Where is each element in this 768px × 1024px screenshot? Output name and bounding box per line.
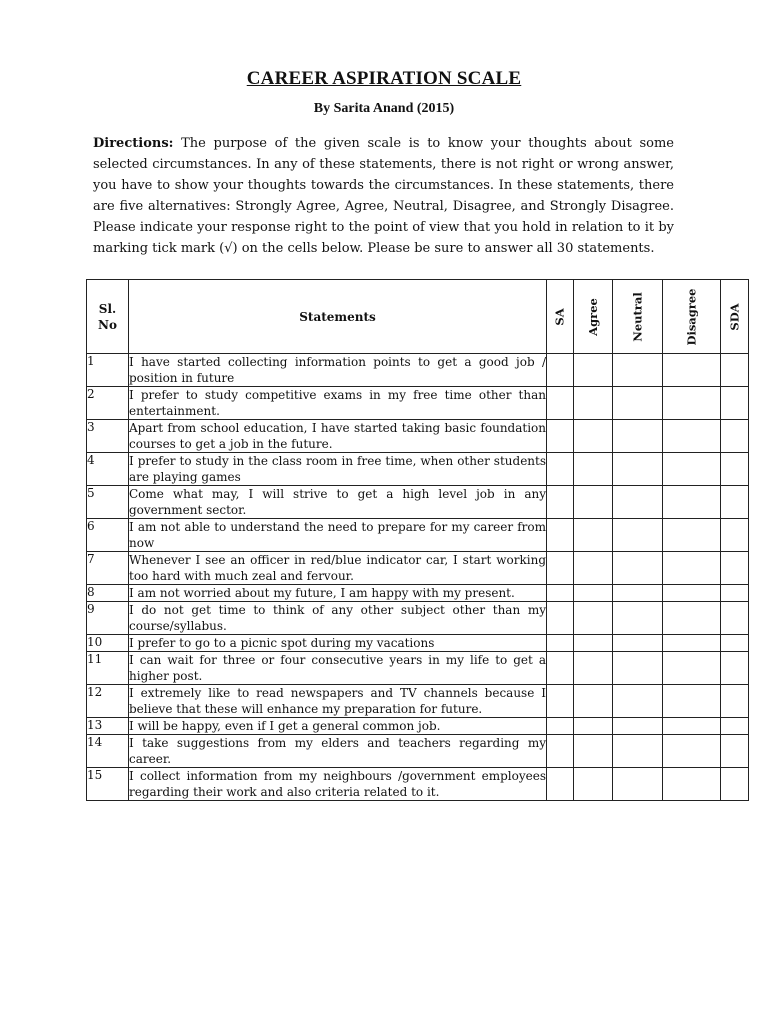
response-cell-agree[interactable]: [574, 718, 613, 735]
response-cell-agree[interactable]: [574, 735, 613, 768]
response-cell-sa[interactable]: [547, 735, 574, 768]
row-number: 12: [87, 685, 129, 718]
response-cell-disagree[interactable]: [663, 735, 721, 768]
table-row: [87, 718, 749, 735]
row-number: 2: [87, 387, 129, 420]
table-row: [87, 486, 749, 519]
response-cell-disagree[interactable]: [663, 585, 721, 602]
response-cell-agree[interactable]: [574, 519, 613, 552]
statement-text: I extremely like to read newspapers and TV channels because I believe that these will enhance my preparation for future.: [129, 686, 546, 716]
option-header-label: Neutral: [630, 291, 645, 342]
response-cell-sa[interactable]: [547, 519, 574, 552]
response-cell-agree[interactable]: [574, 602, 613, 635]
option-header-label: SA: [552, 307, 567, 326]
option-header-agree: [574, 280, 613, 354]
option-header-label: Disagree: [684, 287, 699, 346]
table-row: [87, 585, 749, 602]
response-cell-disagree[interactable]: [663, 420, 721, 453]
row-number: 1: [87, 354, 129, 387]
directions-label: Directions:: [93, 136, 174, 151]
response-cell-disagree[interactable]: [663, 453, 721, 486]
response-cell-agree[interactable]: [574, 652, 613, 685]
statements-header: Statements: [129, 280, 547, 354]
statement-text: I collect information from my neighbours /government employees regarding their work and also criteria related to it.: [129, 769, 546, 799]
response-cell-sda[interactable]: [721, 685, 749, 718]
response-cell-sa[interactable]: [547, 685, 574, 718]
response-cell-disagree[interactable]: [663, 354, 721, 387]
statement-text: I am not able to understand the need to prepare for my career from now: [129, 520, 546, 550]
response-cell-sda[interactable]: [721, 735, 749, 768]
response-cell-neutral[interactable]: [612, 420, 662, 453]
response-cell-sa[interactable]: [547, 635, 574, 652]
response-cell-agree[interactable]: [574, 685, 613, 718]
response-cell-neutral[interactable]: [612, 519, 662, 552]
statement-text: I have started collecting information points to get a good job / position in future: [129, 355, 546, 385]
response-cell-neutral[interactable]: [612, 585, 662, 602]
response-cell-disagree[interactable]: [663, 602, 721, 635]
response-cell-sda[interactable]: [721, 486, 749, 519]
table-row: [87, 552, 749, 585]
row-number: 14: [87, 735, 129, 768]
response-table: [86, 279, 749, 801]
response-cell-agree[interactable]: [574, 635, 613, 652]
response-cell-disagree[interactable]: [663, 685, 721, 718]
row-number: 9: [87, 602, 129, 635]
statement-text: Apart from school education, I have started taking basic foundation courses to get a job in the future.: [129, 421, 546, 451]
response-cell-sda[interactable]: [721, 768, 749, 801]
response-cell-agree[interactable]: [574, 453, 613, 486]
response-cell-neutral[interactable]: [612, 718, 662, 735]
response-cell-sda[interactable]: [721, 420, 749, 453]
response-cell-sa[interactable]: [547, 354, 574, 387]
row-number: 7: [87, 552, 129, 585]
response-cell-sda[interactable]: [721, 602, 749, 635]
response-cell-sda[interactable]: [721, 635, 749, 652]
statement-text: I am not worried about my future, I am happy with my present.: [129, 585, 547, 602]
response-cell-agree[interactable]: [574, 486, 613, 519]
table-header-row: [87, 280, 749, 354]
row-number: 8: [87, 585, 129, 602]
response-cell-disagree[interactable]: [663, 768, 721, 801]
response-cell-neutral[interactable]: [612, 652, 662, 685]
response-cell-sda[interactable]: [721, 718, 749, 735]
row-number: 13: [87, 718, 129, 735]
response-cell-sa[interactable]: [547, 552, 574, 585]
response-cell-sda[interactable]: [721, 585, 749, 602]
response-cell-sa[interactable]: [547, 718, 574, 735]
response-cell-agree[interactable]: [574, 354, 613, 387]
response-cell-sda[interactable]: [721, 387, 749, 420]
row-number: 6: [87, 519, 129, 552]
table-row: [87, 519, 749, 552]
response-cell-sa[interactable]: [547, 453, 574, 486]
statement-text: Come what may, I will strive to get a high level job in any government sector.: [129, 487, 546, 517]
table-row: [87, 635, 749, 652]
response-cell-sa[interactable]: [547, 602, 574, 635]
response-cell-sda[interactable]: [721, 652, 749, 685]
response-cell-sda[interactable]: [721, 552, 749, 585]
response-cell-disagree[interactable]: [663, 635, 721, 652]
row-number: 4: [87, 453, 129, 486]
response-cell-sa[interactable]: [547, 420, 574, 453]
table-row: [87, 453, 749, 486]
response-cell-neutral[interactable]: [612, 453, 662, 486]
response-cell-disagree[interactable]: [663, 652, 721, 685]
option-header-disagree: [663, 280, 721, 354]
option-header-sa: [547, 280, 574, 354]
response-cell-neutral[interactable]: [612, 735, 662, 768]
table-body: [87, 354, 749, 801]
sl-header-line2: No: [98, 317, 117, 332]
table-row: [87, 387, 749, 420]
directions-text: The purpose of the given scale is to know your thoughts about some selected circumstances. In any of these statements, there is not right or wrong answer, you have to show your thoughts towards the circumstances. In these statements, there are five alternatives: Strongly Agree, Agree, Neutral, Disagree, and Strongly Disagree. Please indicate your response right to the point of view that you hold in relation to it by marking tick mark (√) on the cells below. Please be sure to answer all 30 statements.: [93, 136, 674, 256]
table-row: [87, 685, 749, 718]
response-cell-sda[interactable]: [721, 519, 749, 552]
response-cell-disagree[interactable]: [663, 387, 721, 420]
author-line: By Sarita Anand (2015): [313, 101, 455, 116]
response-cell-sda[interactable]: [721, 453, 749, 486]
row-number: 3: [87, 420, 129, 453]
table-row: [87, 652, 749, 685]
table-row: [87, 768, 749, 801]
response-cell-neutral[interactable]: [612, 602, 662, 635]
statement-text: I do not get time to think of any other subject other than my course/syllabus.: [129, 603, 546, 633]
option-header-label: Agree: [585, 297, 600, 336]
response-cell-agree[interactable]: [574, 768, 613, 801]
option-header-label: SDA: [727, 302, 742, 331]
row-number: 11: [87, 652, 129, 685]
response-cell-neutral[interactable]: [612, 486, 662, 519]
response-cell-agree[interactable]: [574, 387, 613, 420]
response-cell-sa[interactable]: [547, 486, 574, 519]
row-number: 10: [87, 635, 129, 652]
sl-no-header: [87, 280, 129, 354]
statement-text: I prefer to go to a picnic spot during my vacations: [129, 635, 547, 652]
statement-text: I can wait for three or four consecutive years in my life to get a higher post.: [129, 653, 546, 683]
response-cell-neutral[interactable]: [612, 768, 662, 801]
table-row: [87, 602, 749, 635]
row-number: 5: [87, 486, 129, 519]
response-cell-neutral[interactable]: [612, 354, 662, 387]
response-cell-sa[interactable]: [547, 652, 574, 685]
directions-paragraph: [93, 133, 674, 259]
row-number: 15: [87, 768, 129, 801]
response-cell-agree[interactable]: [574, 420, 613, 453]
response-cell-sda[interactable]: [721, 354, 749, 387]
response-cell-disagree[interactable]: [663, 718, 721, 735]
response-cell-disagree[interactable]: [663, 519, 721, 552]
option-header-sda: [721, 280, 749, 354]
option-header-neutral: [612, 280, 662, 354]
statement-text: I prefer to study in the class room in free time, when other students are playing games: [129, 454, 546, 484]
response-cell-agree[interactable]: [574, 585, 613, 602]
statement-text: I prefer to study competitive exams in my free time other than entertainment.: [129, 388, 546, 418]
response-cell-agree[interactable]: [574, 552, 613, 585]
document-title: CAREER ASPIRATION SCALE: [246, 68, 522, 89]
response-cell-neutral[interactable]: [612, 387, 662, 420]
sl-header-line1: Sl.: [98, 301, 117, 316]
response-cell-disagree[interactable]: [663, 552, 721, 585]
statement-text: I will be happy, even if I get a general common job.: [129, 718, 547, 735]
response-cell-sa[interactable]: [547, 585, 574, 602]
table-row: [87, 735, 749, 768]
response-cell-neutral[interactable]: [612, 685, 662, 718]
statement-text: Whenever I see an officer in red/blue indicator car, I start working too hard with much zeal and fervour.: [129, 553, 546, 583]
statement-text: I take suggestions from my elders and teachers regarding my career.: [129, 736, 546, 766]
response-cell-disagree[interactable]: [663, 486, 721, 519]
response-cell-neutral[interactable]: [612, 635, 662, 652]
table-row: [87, 354, 749, 387]
table-row: [87, 420, 749, 453]
response-cell-sa[interactable]: [547, 768, 574, 801]
response-cell-neutral[interactable]: [612, 552, 662, 585]
response-cell-sa[interactable]: [547, 387, 574, 420]
